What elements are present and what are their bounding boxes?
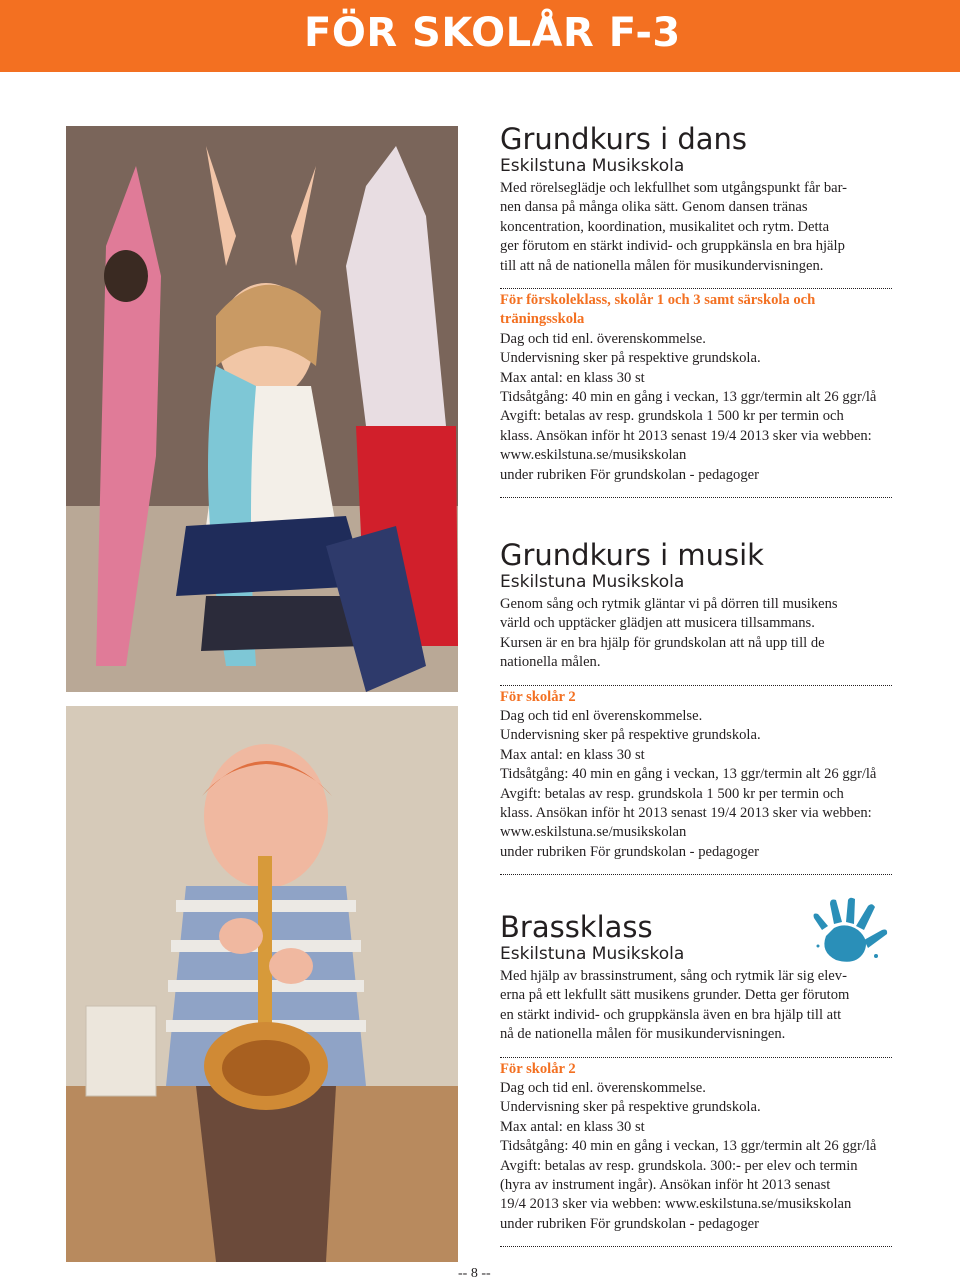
section-title: Grundkurs i dans — [500, 122, 748, 156]
target-group: För förskoleklass, skolår 1 och 3 samt särskola och — [500, 292, 816, 309]
section-details: Dag och tid enl överenskommelse. Undervisning sker på respektive grundskola. Max antal: en klass 30 st Tidsåtgång: 40 min en gång i veckan, 13 ggr/termin alt 26 ggr/lå Avgift: betalas av resp. grundskola 1 500 kr per termin och klass. Ansökan inför ht 2013 senast 19/4 2013 sker via webben: www.eskilstuna.se/musikskolan under rubriken För grundskolan - pedagoger — [500, 707, 900, 862]
target-group: För skolår 2 — [500, 1060, 576, 1077]
section-music — [500, 538, 900, 877]
dotted-divider — [500, 874, 892, 875]
section-organizer: Eskilstuna Musikskola — [500, 156, 685, 176]
trumpet-photo — [66, 706, 458, 1262]
section-organizer: Eskilstuna Musikskola — [500, 944, 685, 964]
section-dance — [500, 122, 900, 500]
section-description: Med hjälp av brassinstrument, sång och rytmik lär sig elev- erna på ett lekfullt sätt musikens grunder. Detta ger förutom en stärkt individ- och gruppkänsla även en bra hjälp till att nå de nationella målen för musikundervisningen. — [500, 968, 850, 1043]
section-description: Genom sång och rytmik gläntar vi på dörren till musikens värld och upptäcker glädjen att musicera tillsammans. Kursen är en bra hjälp för grundskolan att nå upp till de nationella målen. — [500, 596, 838, 671]
target-group: För skolår 2 — [500, 688, 576, 705]
section-details: Dag och tid enl. överenskommelse. Undervisning sker på respektive grundskola. Max antal: en klass 30 st Tidsåtgång: 40 min en gång i veckan, 13 ggr/termin alt 26 ggr/lå Avgift: betalas av resp. grundskola. 300:- per elev och termin (hyra av instrument ingår). Ansökan inför ht 2013 senast 19/4 2013 sker via webben: www.eskilstuna.se/musikskolan under rubriken För grundskolan - pedagoger — [500, 1080, 877, 1232]
dotted-divider — [500, 685, 892, 686]
page-number: -- 8 -- — [458, 1266, 491, 1281]
section-brass — [500, 910, 900, 1249]
section-title: Brassklass — [500, 910, 653, 944]
website-link[interactable]: www.eskilstuna.se/musikskolan — [500, 447, 687, 464]
dotted-divider — [500, 497, 892, 498]
target-group: träningsskola — [500, 311, 585, 328]
page-title: FÖR SKOLÅR F-3 — [304, 10, 681, 56]
section-description: Med rörelseglädje och lekfullhet som utgångspunkt får bar- nen dansa på många olika sätt. Genom dansen tränas koncentration, koordination, musikalitet och rytm. Detta ger förutom en stärkt individ- och gruppkänsla en bra hjälp till att nå de nationella målen för musikundervisningen. — [500, 180, 848, 274]
dotted-divider — [500, 1057, 892, 1058]
section-details: Dag och tid enl. överenskommelse. Undervisning sker på respektive grundskola. Max antal: en klass 30 st Tidsåtgång: 40 min en gång i veckan, 13 ggr/termin alt 26 ggr/lå Avgift: betalas av resp. grundskola 1 500 kr per termin och klass. Ansökan inför ht 2013 senast 19/4 2013 sker via webben: www.eskilstuna.se/musikskolan under rubriken För grundskolan - pedagoger — [500, 330, 900, 485]
website-link[interactable]: www.eskilstuna.se/musikskolan — [500, 824, 687, 841]
header-banner — [0, 0, 960, 72]
section-organizer: Eskilstuna Musikskola — [500, 572, 685, 592]
dance-photo — [66, 126, 458, 692]
dotted-divider — [500, 1246, 892, 1247]
section-title: Grundkurs i musik — [500, 538, 764, 572]
dotted-divider — [500, 288, 892, 289]
